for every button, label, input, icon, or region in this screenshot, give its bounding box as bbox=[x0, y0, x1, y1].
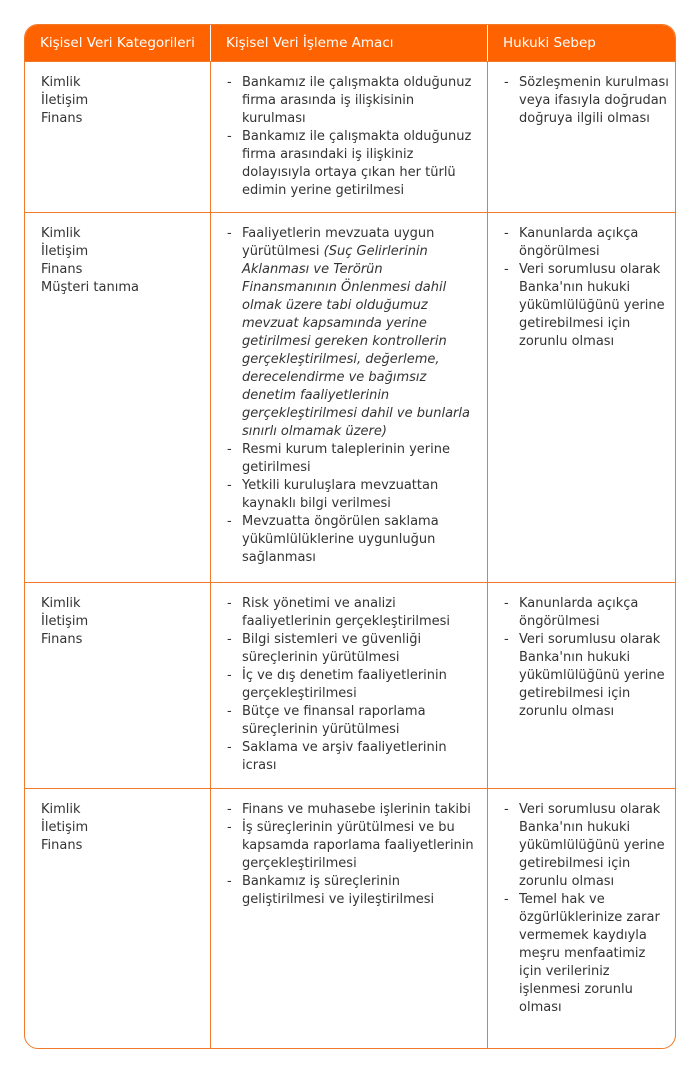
legal-basis-cell bbox=[488, 789, 675, 1049]
purpose-item: - Risk yönetimi ve analizi faaliyetlerinin gerçekleştirilmesi bbox=[227, 595, 481, 631]
legal-basis-cell bbox=[488, 213, 675, 582]
table-row bbox=[25, 61, 675, 212]
category-item: Finans bbox=[41, 632, 83, 647]
purpose-item: - Yetkili kuruluşlara mevzuattan kaynaklı bilgi verilmesi bbox=[227, 477, 481, 513]
legal-basis-item: - Veri sorumlusu olarak Banka'nın hukuki yükümlülüğünü yerine getirebilmesi için zorunlu olması bbox=[504, 801, 669, 891]
table-row bbox=[25, 212, 675, 582]
category-item: İletişim bbox=[41, 244, 89, 259]
legal-basis-cell bbox=[488, 62, 675, 212]
categories-cell bbox=[25, 62, 211, 212]
table-row bbox=[25, 582, 675, 788]
categories-cell bbox=[25, 583, 211, 788]
table-row bbox=[25, 788, 675, 1049]
category-item: İletişim bbox=[41, 93, 89, 108]
header-categories: Kişisel Veri Kategorileri bbox=[25, 25, 211, 61]
purpose-item: - Saklama ve arşiv faaliyetlerinin icrası bbox=[227, 739, 481, 775]
legal-basis-cell bbox=[488, 583, 675, 788]
legal-basis-item: - Veri sorumlusu olarak Banka'nın hukuki yükümlülüğünü yerine getirebilmesi için zorunlu olması bbox=[504, 261, 669, 351]
category-item: Kimlik bbox=[41, 596, 81, 611]
legal-basis-item: - Veri sorumlusu olarak Banka'nın hukuki yükümlülüğünü yerine getirebilmesi için zorunlu olması bbox=[504, 631, 669, 721]
header-legal-basis: Hukuki Sebep bbox=[503, 35, 596, 51]
header-purpose: Kişisel Veri İşleme Amacı bbox=[211, 25, 488, 61]
purpose-item: - Bankamız iş süreçlerinin geliştirilmesi ve iyileştirilmesi bbox=[227, 873, 481, 909]
category-item: Müşteri tanıma bbox=[41, 280, 139, 295]
legal-basis-item: - Sözleşmenin kurulması veya ifasıyla doğrudan doğruya ilgili olması bbox=[504, 74, 669, 128]
category-item: Finans bbox=[41, 262, 83, 277]
category-item: Kimlik bbox=[41, 75, 81, 90]
purpose-text: Faaliyetlerin mevzuata uygun yürütülmesi bbox=[242, 226, 435, 259]
categories-cell bbox=[25, 213, 211, 582]
category-item: Kimlik bbox=[41, 226, 81, 241]
purpose-italic-note: (Suç Gelirlerinin Aklanması ve Terörün Finansmanının Önlenmesi dahil olmak üzere tabi olduğumuz mevzuat kapsamında yerine getirilmesi gereken kontrollerin gerçekleştirilmesi, değerleme, derecelendirme ve bağımsız denetim faaliyetlerinin gerçekleştirilmesi dahil ve bunlarla sınırlı olmamak üzere) bbox=[242, 244, 470, 439]
purpose-item: - Bankamız ile çalışmakta olduğunuz firma arasındaki iş ilişkiniz dolayısıyla ortaya çıkan her türlü edimin yerine getirilmesi bbox=[227, 128, 481, 200]
purpose-item: - Resmi kurum taleplerinin yerine getirilmesi bbox=[227, 441, 481, 477]
purpose-item bbox=[227, 225, 481, 441]
legal-basis-item: - Kanunlarda açıkça öngörülmesi bbox=[504, 595, 669, 631]
purpose-item: - Mevzuatta öngörülen saklama yükümlülüklerine uygunluğun sağlanması bbox=[227, 513, 481, 567]
data-processing-table bbox=[24, 24, 676, 1049]
purpose-item: - Finans ve muhasebe işlerinin takibi bbox=[227, 801, 481, 819]
purpose-cell bbox=[211, 62, 488, 212]
category-item: Finans bbox=[41, 838, 83, 853]
category-item: İletişim bbox=[41, 820, 89, 835]
categories-cell bbox=[25, 789, 211, 1049]
purpose-item: - İç ve dış denetim faaliyetlerinin gerçekleştirilmesi bbox=[227, 667, 481, 703]
purpose-item: - İş süreçlerinin yürütülmesi ve bu kapsamda raporlama faaliyetlerinin gerçekleştirilmesi bbox=[227, 819, 481, 873]
purpose-item: - Bilgi sistemleri ve güvenliği süreçlerinin yürütülmesi bbox=[227, 631, 481, 667]
category-item: Kimlik bbox=[41, 802, 81, 817]
category-item: Finans bbox=[41, 111, 83, 126]
legal-basis-item: - Kanunlarda açıkça öngörülmesi bbox=[504, 225, 669, 261]
purpose-cell bbox=[211, 789, 488, 1049]
purpose-item: - Bankamız ile çalışmakta olduğunuz firma arasında iş ilişkisinin kurulması bbox=[227, 74, 481, 128]
purpose-cell bbox=[211, 583, 488, 788]
purpose-cell bbox=[211, 213, 488, 582]
legal-basis-item: - Temel hak ve özgürlüklerinize zarar vermemek kaydıyla meşru menfaatimiz için verileriniz işlenmesi zorunlu olması bbox=[504, 891, 669, 1017]
category-item: İletişim bbox=[41, 614, 89, 629]
table-header bbox=[25, 25, 675, 61]
purpose-item: - Bütçe ve finansal raporlama süreçlerinin yürütülmesi bbox=[227, 703, 481, 739]
